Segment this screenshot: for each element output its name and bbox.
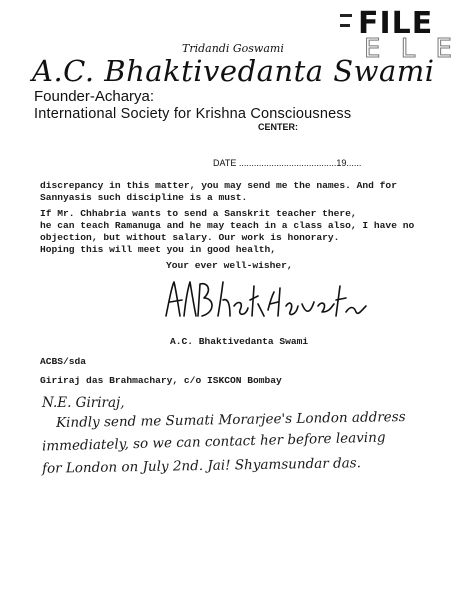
stamp-mark [340,14,352,17]
body-line: If Mr. Chhabria wants to send a Sanskrit teacher there, [40,208,357,219]
signature-image [160,276,370,324]
postscript-line: N.E. Giriraj, [42,395,125,411]
letterhead-society: International Society for Krishna Consciousness [34,106,352,122]
date-line: DATE .......................................19...... [213,158,362,168]
letterhead-name: A.C. Bhaktivedanta Swami [32,54,435,88]
body-line: Sannyasis such discipline is a must. [40,192,248,203]
typed-name: A.C. Bhaktivedanta Swami [170,336,309,347]
salutation: Your ever well-wisher, [166,260,293,271]
file-stamp [318,4,458,64]
letterhead-center: CENTER: [258,122,298,132]
stamp-label: FILE [358,6,434,41]
letterhead-tridandi: Tridandi Goswami [182,42,284,55]
body-line: discrepancy in this matter, you may send me the names. And for [40,180,397,191]
letterhead-founder: Founder-Acharya: [34,88,155,105]
stamp-ghost-impression: E L E [364,34,458,64]
recipient-line: Giriraj das Brahmachary, c/o ISKCON Bombay [40,375,282,386]
body-line: he can teach Ramanuga and he may teach in a class also, I have no [40,220,415,231]
postscript-line: Kindly send me Sumati Morarjee's London address [55,408,406,432]
reference-initials: ACBS/sda [40,356,87,367]
stamp-mark [340,24,350,27]
postscript-line: immediately, so we can contact her before leaving [41,429,386,455]
postscript-line: for London on July 2nd. Jai! Shyamsundar das. [41,455,362,477]
body-line: Hoping this will meet you in good health, [40,244,277,255]
body-line: objection, but without salary. Our work is honorary. [40,232,340,243]
